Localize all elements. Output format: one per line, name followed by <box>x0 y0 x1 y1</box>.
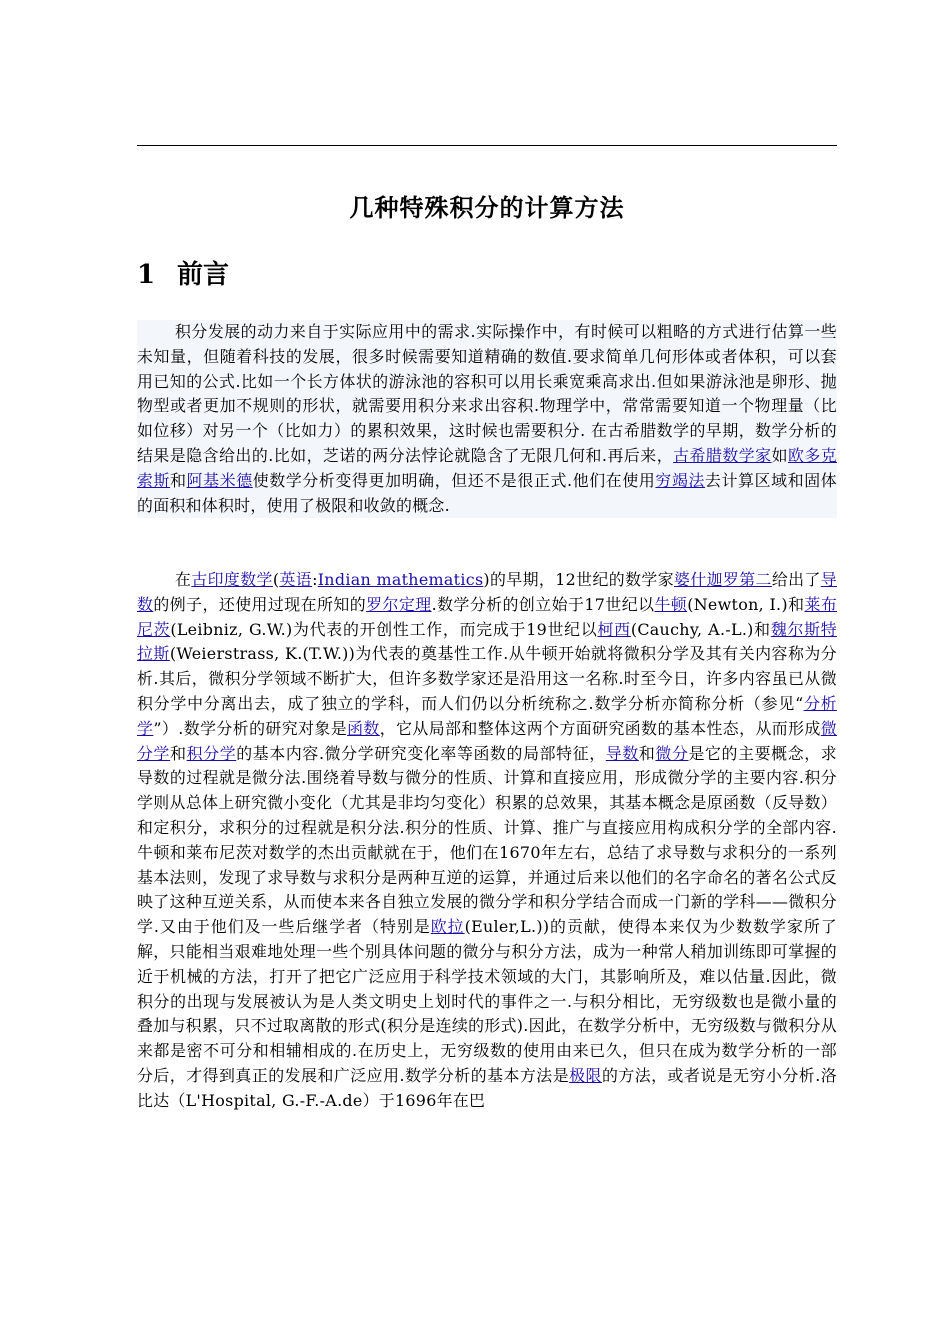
paragraph-text: : <box>312 570 318 589</box>
section-title: 前言 <box>177 260 230 290</box>
header-rule <box>137 145 837 146</box>
hyperlink[interactable]: Indian mathematics <box>317 570 484 589</box>
hyperlink[interactable]: 莱布尼茨 <box>137 594 838 639</box>
paragraph-text: ”）.数学分析的研究对象是 <box>153 718 348 738</box>
hyperlink[interactable]: 英语 <box>279 570 313 589</box>
paragraph-text: 给出了 <box>771 570 821 589</box>
hyperlink[interactable]: 欧多克索斯 <box>137 445 837 490</box>
paragraph-text: 积分发展的动力来自于实际应用中的需求.实际操作中，有时候可以粗略的方式进行估算一些未知量，但随着科技的发展，很多时候需要知道精确的数值.要求简单几何形体或者体积，可以套用已知的公式.比如一个长方体状的游泳池的容积可以用长乘宽乘高求出.但如果游泳池是卵形、抛物型或者更加不规则的形状，就需要用积分来求出容积.物理学中，常常需要知道一个物理量（比如位移）对另一个（比如力）的累积效果，这时候也需要积分. 在古希腊数学的早期，数学分析的结果是隐含给出的.比如，芝诺的两分法悖论就隐含了无限几何和.再后来， <box>137 322 837 465</box>
hyperlink[interactable]: 穷竭法 <box>655 470 706 490</box>
hyperlink[interactable]: 积分学 <box>186 743 237 763</box>
paragraph-text: (Cauchy, A.-L.)和 <box>630 619 771 639</box>
paragraph-text: 和 <box>170 743 187 763</box>
hyperlink[interactable]: 导数 <box>605 743 639 763</box>
hyperlink[interactable]: 古希腊数学家 <box>673 445 772 465</box>
paragraph-text: (Leibniz, G.W.)为代表的开创性工作，而完成于19世纪以 <box>170 619 598 639</box>
hyperlink[interactable]: 婆什迦罗第二 <box>674 570 772 589</box>
paragraph-1 <box>137 320 837 518</box>
hyperlink[interactable]: 导数 <box>137 570 837 614</box>
hyperlink[interactable]: 牛顿 <box>654 594 688 614</box>
paragraph-text: 的基本内容.微分学研究变化率等函数的局部特征， <box>236 743 606 763</box>
hyperlink[interactable]: 欧拉 <box>430 917 465 937</box>
paragraph-2 <box>137 568 837 1114</box>
hyperlink[interactable]: 分析学 <box>137 693 837 738</box>
section-heading <box>137 254 229 291</box>
section-number: 1 <box>137 260 156 290</box>
paragraph-text: (Euler,L.))的贡献，使得本来仅为少数数学家所了解，只能相当艰难地处理一些个别具体问题的微分与积分方法，成为一种常人稍加训练即可掌握的近于机械的方法，打开了把它广泛应用于科学技术领域的大门，其影响所及，难以估量.因此，微积分的出现与发展被认为是人类文明史上划时代的事件之一.与积分相比，无穷级数也是微小量的叠加与积累，只不过取离散的形式(积分是连续的形式).因此，在数学分析中，无穷级数与微积分从来都是密不可分和相辅相成的.在历史上，无穷级数的使用由来已久，但只在成为数学分析的一部分后，才得到真正的发展和广泛应用.数学分析的基本方法是 <box>137 917 837 1085</box>
paragraph-text: )的早期，12世纪的数学家 <box>483 570 675 589</box>
hyperlink[interactable]: 函数 <box>347 718 380 738</box>
paragraph-text: 在 <box>175 570 192 589</box>
hyperlink[interactable]: 古印度数学 <box>191 570 273 589</box>
hyperlink[interactable]: 微分 <box>655 743 689 763</box>
paragraph-text: 和 <box>170 470 187 490</box>
paragraph-text: (Newton, I.)和 <box>687 594 805 614</box>
paragraph-text: 和 <box>638 743 656 763</box>
document-title: 几种特殊积分的计算方法 <box>349 194 625 222</box>
hyperlink[interactable]: 魏尔斯特拉斯 <box>137 619 837 664</box>
paragraph-text: 的例子，还使用过现在所知的 <box>153 594 367 614</box>
hyperlink[interactable]: 柯西 <box>597 619 631 639</box>
paragraph-text: 使数学分析变得更加明确，但还不是很正式.他们在使用 <box>252 470 656 490</box>
paragraph-text: ( <box>272 570 280 589</box>
paragraph-text: ，它从局部和整体这两个方面研究函数的基本性态，从而形成 <box>379 718 821 738</box>
paragraph-text: 去计算区域和固体的面积和体积时，使用了极限和收敛的概念. <box>137 470 837 515</box>
paragraph-text: .数学分析的创立始于17世纪以 <box>431 594 655 614</box>
hyperlink[interactable]: 极限 <box>569 1065 602 1085</box>
paragraph-text: 如 <box>771 445 788 465</box>
paragraph-text: 是它的主要概念，求导数的过程就是微分法.围绕着导数与微分的性质、计算和直接应用，形成微分学的主要内容.积分学则从总体上研究微小变化（尤其是非均匀变化）积累的总效果，其基本概念是原函数（反导数）和定积分，求积分的过程就是积分法.积分的性质、计算、推广与直接应用构成积分学的全部内容.牛顿和莱布尼茨对数学的杰出贡献就在于，他们在1670年左右，总结了求导数与求积分的一系列基本法则，发现了求导数与求积分是两种互逆的运算，并通过后来以他们的名字命名的著名公式反映了这种互逆关系，从而使本来各自独立发展的微分学和积分学结合而成一门新的学科——微积分学.又由于他们及一些后继学者（特别是 <box>137 743 837 937</box>
hyperlink[interactable]: 阿基米德 <box>186 470 253 490</box>
hyperlink[interactable]: 罗尔定理 <box>366 594 432 614</box>
paragraph-text: (Weierstrass, K.(T.W.))为代表的奠基性工作.从牛顿开始就将微积分学及其有关内容称为分析.其后，微积分学领域不断扩大，但许多数学家还是沿用这一名称.时至今日，许多内容虽已从微积分学中分离出去，成了独立的学科，而人们仍以分析统称之.数学分析亦简称分析（参见“ <box>137 644 837 713</box>
hyperlink[interactable]: 微分学 <box>137 718 837 763</box>
paragraph-text: 的方法，或者说是无穷小分析.洛比达（L'Hospital, G.-F.-A.de）于1696年在巴 <box>137 1065 837 1110</box>
